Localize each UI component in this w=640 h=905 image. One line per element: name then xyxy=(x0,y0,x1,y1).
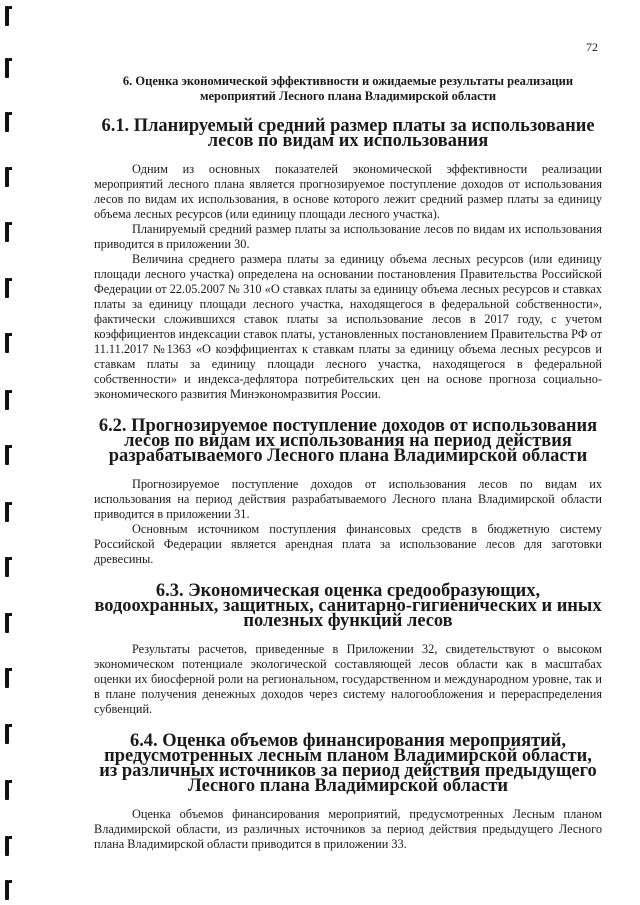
paragraph: Одним из основных показателей экономической эффективности реализации мероприятий лесного плана является прогнозируемое поступление доходов от использования лесов по видам их использования, в основе которого лежит средний размер платы за единицу объема лесных ресурсов (или единицу площади лесного участка). xyxy=(94,162,602,221)
paragraph: Результаты расчетов, приведенные в Приложении 32, свидетельствуют о высоком экономическом потенциале экологической составляющей лесов области как в масштабах оценки их биосферной роли на региональном, государственном и международном уровне, так и в плане получения денежных доходов через систему налогообложения и перераспределения субвенций. xyxy=(94,642,602,716)
binding-mark xyxy=(5,6,9,26)
binding-mark xyxy=(5,557,9,577)
binding-mark xyxy=(5,167,9,187)
paragraph: Планируемый средний размер платы за использование лесов по видам их использования приводится в приложении 30. xyxy=(94,222,602,251)
binding-mark xyxy=(5,112,9,132)
binding-holes xyxy=(0,0,18,905)
paragraph: Основным источником поступления финансовых средств в бюджетную систему Российской Федерации является арендная плата за использование лесов для заготовки древесины. xyxy=(94,522,602,566)
binding-mark xyxy=(5,502,9,522)
binding-mark xyxy=(5,780,9,800)
binding-mark xyxy=(5,724,9,744)
binding-mark xyxy=(5,445,9,465)
section-title: 6. Оценка экономической эффективности и ожидаемые результаты реализации мероприятий Лесного плана Владимирской области xyxy=(122,74,574,103)
paragraph: Прогнозируемое поступление доходов от использования лесов по видам их использования на период действия разрабатываемого Лесного плана Владимирской области приводится в приложении 31. xyxy=(94,477,602,521)
subsection-title-6-2: 6.2. Прогнозируемое поступление доходов от использования лесов по видам их использования на период действия разрабатываемого Лесного плана Владимирской области xyxy=(98,415,598,465)
binding-mark xyxy=(5,333,9,353)
paragraph: Оценка объемов финансирования мероприятий, предусмотренных Лесным планом Владимирской области, из различных источников за период действия предыдущего Лесного плана Владимирской области приводится в приложении 33. xyxy=(94,807,602,851)
binding-mark xyxy=(5,58,9,78)
binding-mark xyxy=(5,880,9,900)
binding-mark xyxy=(5,613,9,633)
subsection-title-6-1: 6.1. Планируемый средний размер платы за использование лесов по видам их использования xyxy=(101,115,595,150)
binding-mark xyxy=(5,836,9,856)
binding-mark xyxy=(5,668,9,688)
page-number: 72 xyxy=(586,40,598,54)
paragraph: Величина среднего размера платы за единицу объема лесных ресурсов (или единицу площади лесного участка) определена на основании постановления Правительства Российской Федерации от 22.05.2007 № 310 «О ставках платы за единицу объема лесных ресурсов и ставках платы за единицу площади лесного участка, находящегося в федеральной собственности», фактически сложившихся ставок платы за использование лесов в 2017 году, с учетом коэффициентов индексации ставок платы, установленных постановлением Правительства РФ от 11.11.2017 №1363 «О коэффициентах к ставкам платы за единицу объема лесных ресурсов и ставкам платы за единицу площади лесного участка, находящегося в федеральной собственности» и индекса-дефлятора потребительских цен на основе прогноза социально-экономического развития Минэкономразвития России. xyxy=(94,252,602,401)
document-body xyxy=(94,74,602,852)
subsection-title-6-4: 6.4. Оценка объемов финансирования мероприятий, предусмотренных лесным планом Владимирской области, из различных источников за период действия предыдущего Лесного плана Владимирской области xyxy=(99,730,597,795)
binding-mark xyxy=(5,222,9,242)
binding-mark xyxy=(5,278,9,298)
subsection-title-6-3: 6.3. Экономическая оценка средообразующих, водоохранных, защитных, санитарно-гигиенических и иных полезных функций лесов xyxy=(94,580,602,630)
binding-mark xyxy=(5,390,9,410)
